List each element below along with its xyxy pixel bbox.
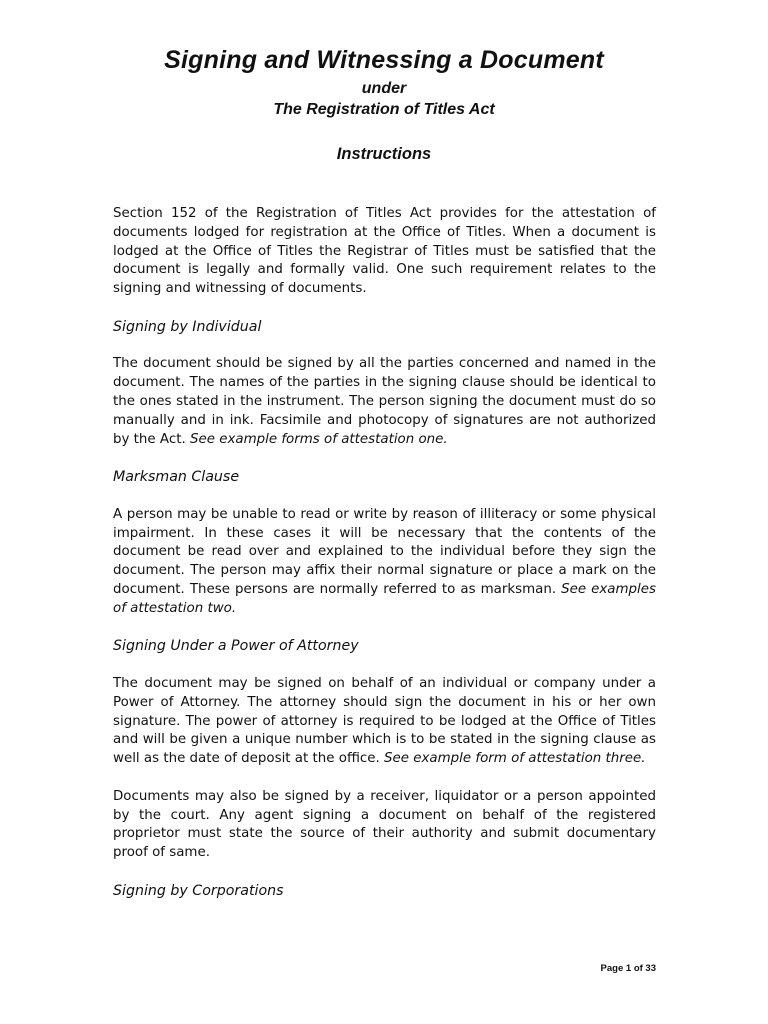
document-body [113,205,656,900]
document-title: Signing and Witnessing a Document [164,46,604,74]
individual-paragraph [113,355,656,449]
subtitle-under: under [361,80,407,97]
marksman-paragraph [113,506,656,619]
power-of-attorney-paragraph [113,675,656,769]
marksman-text: A person may be unable to read or write by reason of illiteracy or some physical impairment. In these cases it will be necessary that the contents of the document be read over and explained to the individual before they sign the document. The person may affix their normal signature or place a mark on the document. These persons are normally referred to as marksman. [113,506,656,597]
intro-paragraph: Section 152 of the Registration of Titles Act provides for the attestation of documents lodged for registration at the Office of Titles. When a document is lodged at the Office of Titles the Registrar of Titles must be satisfied that the document is legally and formally valid. One such requirement relates to the signing and witnessing of documents. [113,206,656,297]
receiver-liquidator-paragraph: Documents may also be signed by a receiver, liquidator or a person appointed by the court. Any agent signing a document on behalf of the registered proprietor must state the source of their authority and submit documentary proof of same. [113,788,656,861]
heading-signing-by-individual: Signing by Individual [113,318,262,335]
marksman-example-reference: See examples of attestation two. [113,581,656,616]
individual-example-reference: See example forms of attestation one. [189,431,448,447]
heading-marksman-clause: Marksman Clause [113,469,240,486]
heading-power-of-attorney: Signing Under a Power of Attorney [113,638,359,655]
subtitle-instructions: Instructions [336,145,432,163]
subtitle-act-name: The Registration of Titles Act [273,101,495,118]
page-number: Page 1 of 33 [600,963,656,974]
power-of-attorney-example-reference: See example form of attestation three. [384,751,646,767]
heading-signing-by-corporations: Signing by Corporations [113,882,284,899]
individual-text: The document should be signed by all the parties concerned and named in the document. The names of the parties in the signing clause should be identical to the ones stated in the instrument. The person signing the document must do so manually and in ink. Facsimile and photocopy of signatures are not authorized by the Act. [113,356,656,447]
power-of-attorney-text: The document may be signed on behalf of an individual or company under a Power of Attorney. The attorney should sign the document in his or her own signature. The power of attorney is required to be lodged at the Office of Titles and will be given a unique number which is to be stated in the signing clause as well as the date of deposit at the office. [113,675,656,767]
